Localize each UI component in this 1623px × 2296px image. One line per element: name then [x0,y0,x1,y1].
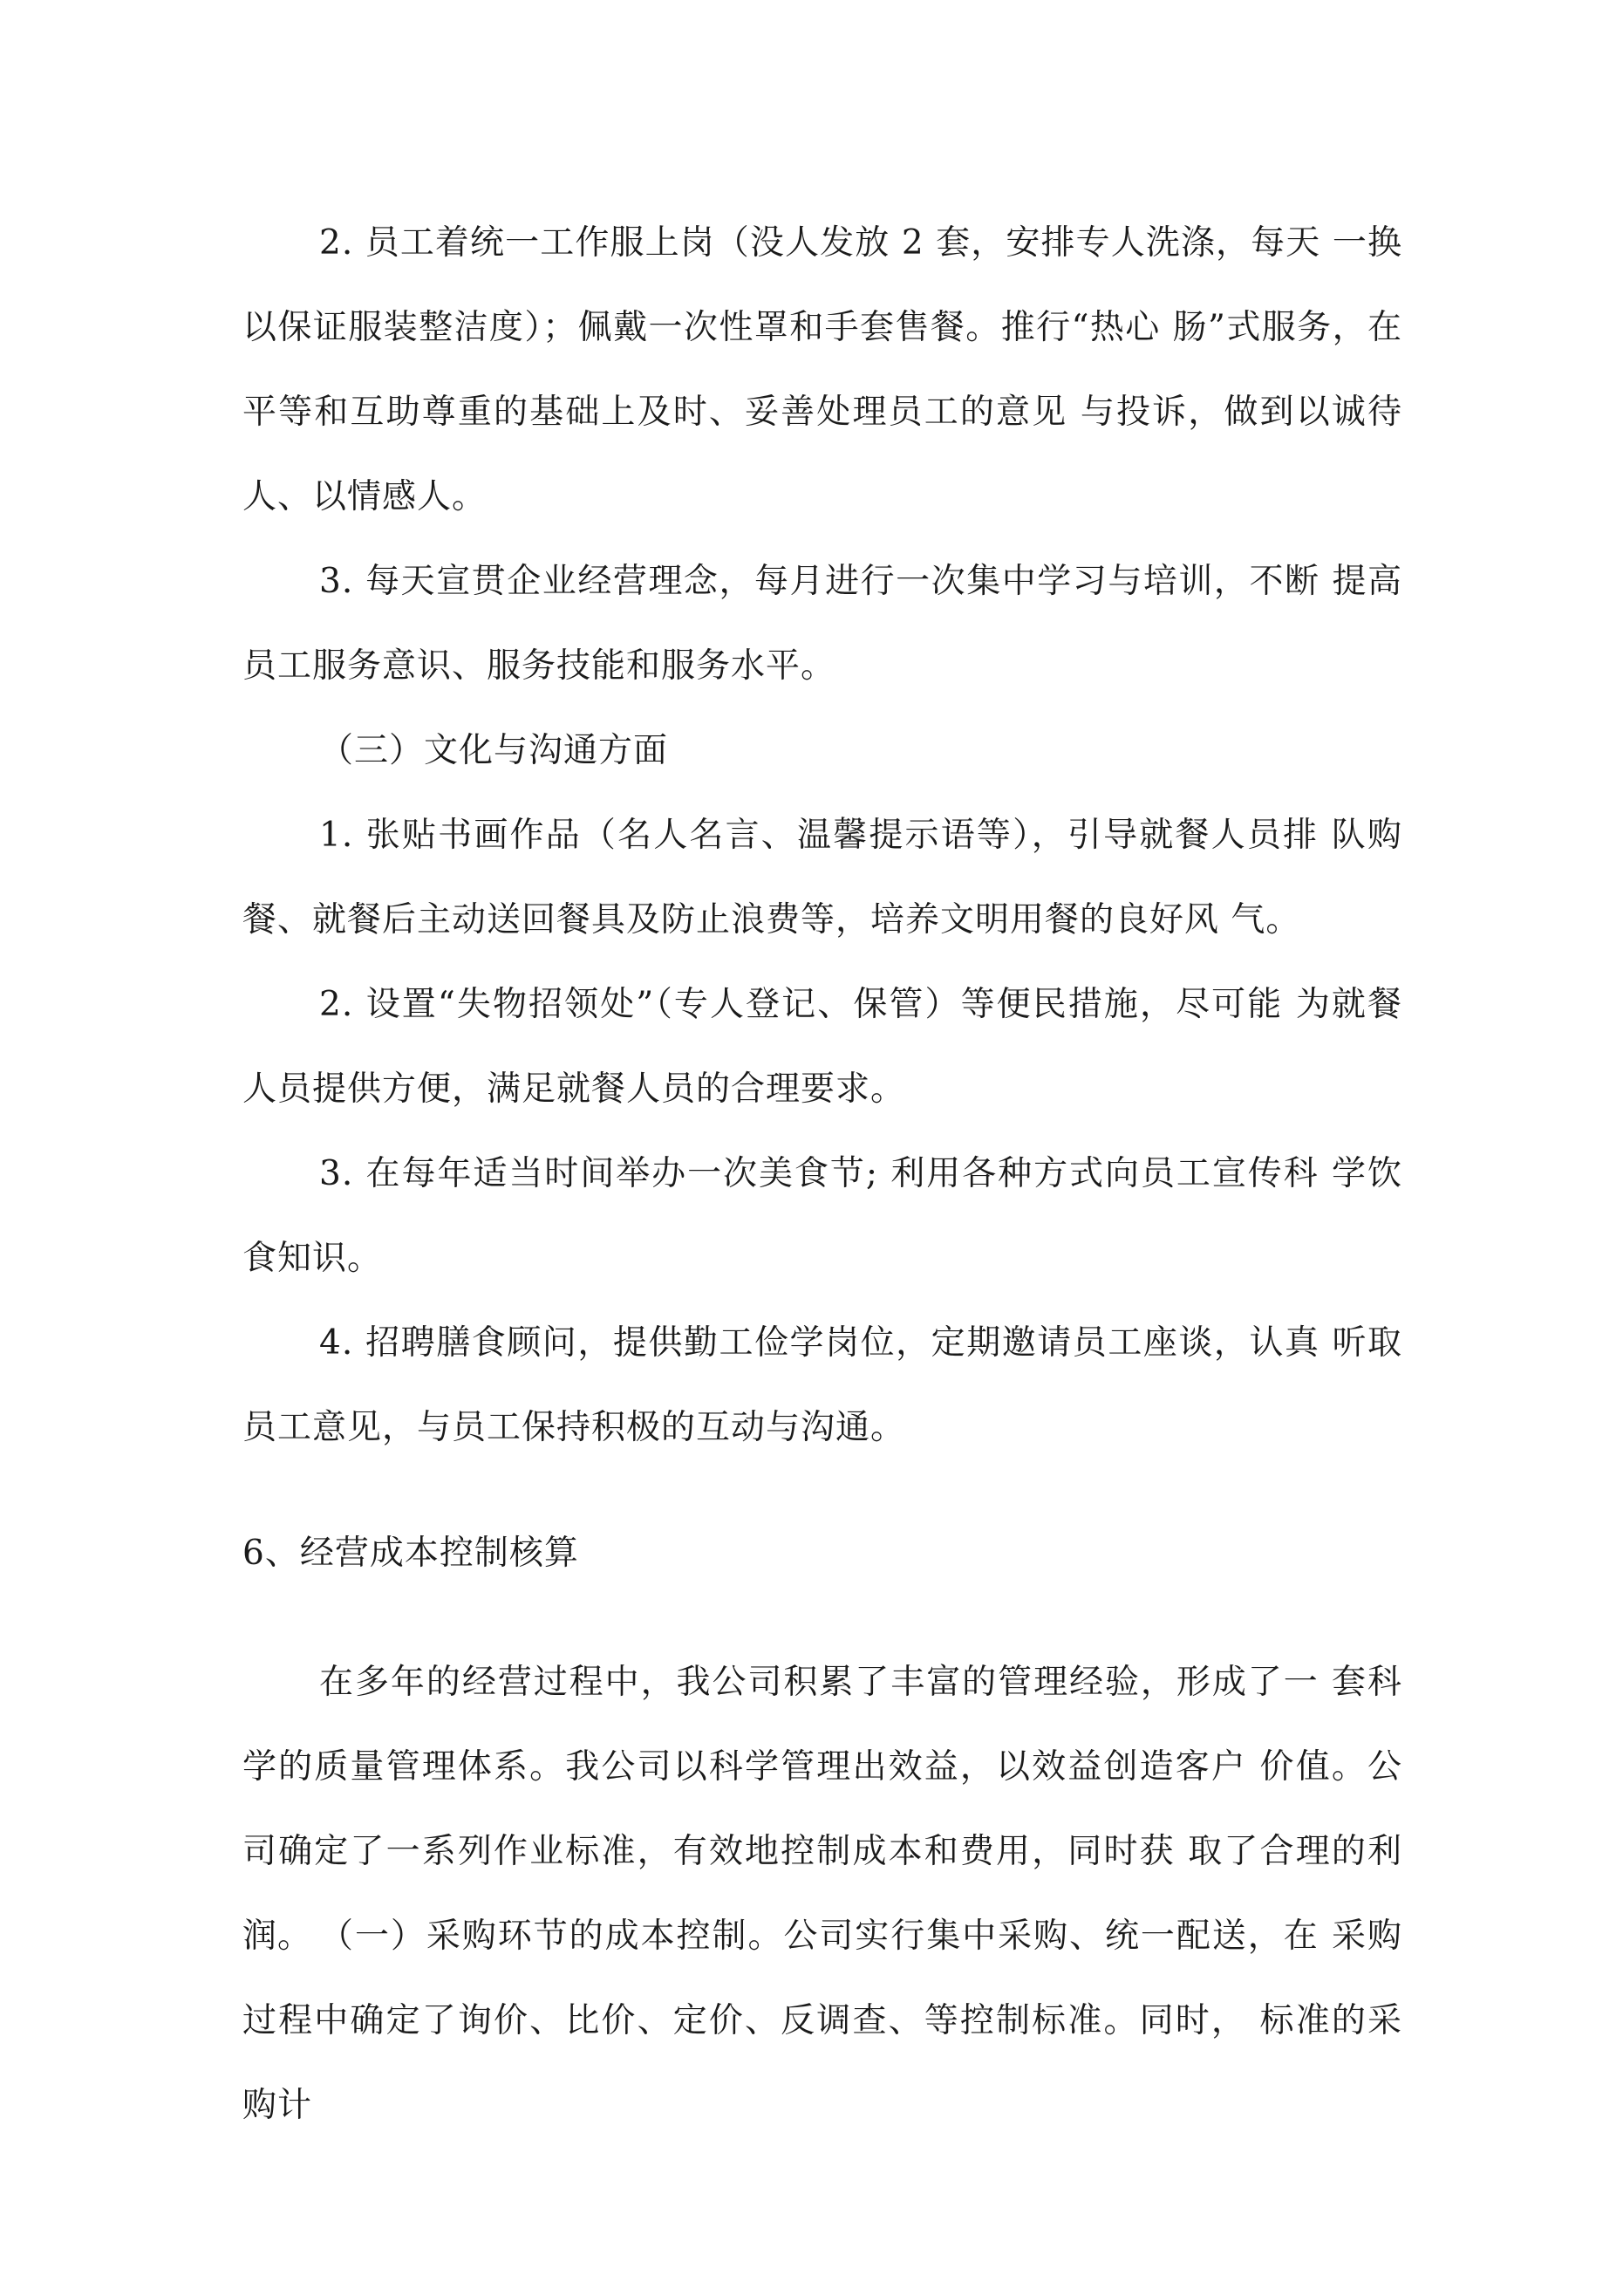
section-heading-cost-control: 6、经营成本控制核算 [242,1534,579,1573]
paragraph-management-experience: 在多年的经营过程中，我公司积累了丰富的管理经验，形成了一 套科学的质量管理体系。我公司以科学管理出效益，以效益创造客户 价值。公司确定了一系列作业标准，有效地控制成本和费用，同时获 取了合理的利润。 [242,1663,1402,1956]
paragraph-staff-uniform: 2. 员工着统一工作服上岗（没人发放 2 套，安排专人洗涤，每天 一换以保证服装整洁度）；佩戴一次性罩和手套售餐。推行“热心 肠”式服务，在平等和互助尊重的基础上及时、妥善处理员工的意见 与投诉，做到以诚待人、以情感人。 [242,223,1402,516]
paragraph-calligraphy: 1. 张贴书画作品（名人名言、温馨提示语等），引导就餐人员排 队购餐、就餐后主动送回餐具及防止浪费等，培养文明用餐的良好风 气。 [242,816,1402,940]
paragraph-dietary-consultant: 4. 招聘膳食顾问，提供勤工俭学岗位，定期邀请员工座谈，认真 听取员工意见，与员工保持积极的互动与沟通。 [242,1323,1402,1447]
subheading-culture-communication: （三）文化与沟通方面 [319,731,669,770]
paragraph-food-festival: 3. 在每年适当时间举办一次美食节; 利用各种方式向员工宣传科 学饮食知识。 [242,1154,1402,1278]
paragraph-procurement-cost: （一）采购环节的成本控制。公司实行集中采购、统一配送，在 采购过程中确定了询价、比价、定价、反调查、等控制标准。同时， 标准的采购计 [242,1917,1402,2125]
paragraph-training: 3. 每天宣贯企业经营理念，每月进行一次集中学习与培训，不断 提高员工服务意识、服务技能和服务水平。 [242,562,1402,686]
paragraph-lost-and-found: 2. 设置“失物招领处”（专人登记、保管）等便民措施，尽可能 为就餐人员提供方便，满足就餐人员的合理要求。 [242,985,1402,1109]
